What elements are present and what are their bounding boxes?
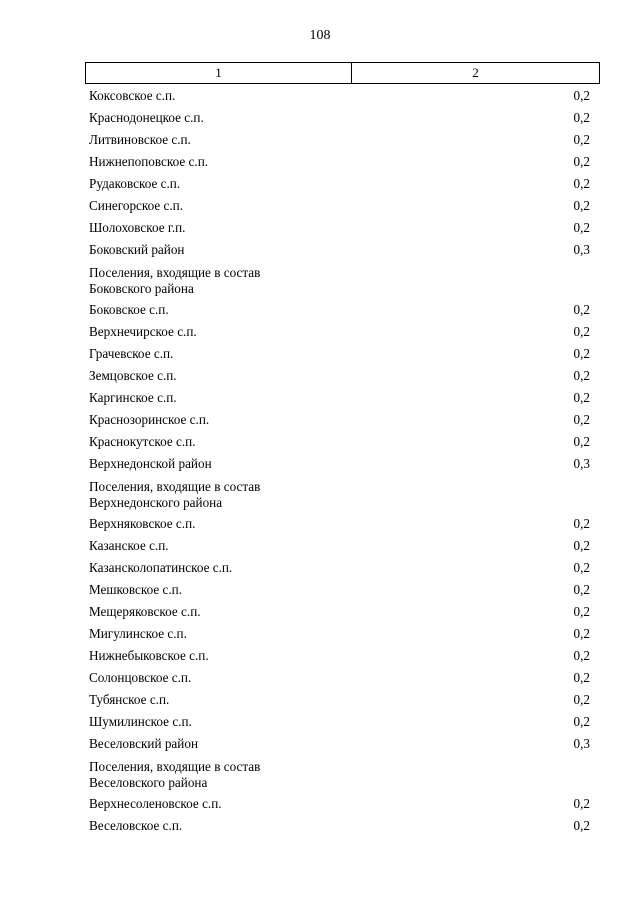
row-name: Поселения, входящие в состав Веселовского района xyxy=(89,759,261,790)
row-value: 0,2 xyxy=(573,110,590,125)
table-row xyxy=(85,454,590,476)
row-value: 0,2 xyxy=(573,818,590,833)
table-row xyxy=(85,624,590,646)
row-value: 0,2 xyxy=(573,796,590,811)
row-name: Мигулинское с.п. xyxy=(89,626,187,641)
table-row xyxy=(85,668,590,690)
row-name: Грачевское с.п. xyxy=(89,346,174,361)
row-name: Верхнесоленовское с.п. xyxy=(89,796,222,811)
row-name: Солонцовское с.п. xyxy=(89,670,192,685)
table-row xyxy=(85,816,590,838)
row-name: Казансколопатинское с.п. xyxy=(89,560,233,575)
table-row xyxy=(85,410,590,432)
table-row xyxy=(85,262,590,300)
row-name: Нижнепоповское с.п. xyxy=(89,154,209,169)
row-name: Краснодонецкое с.п. xyxy=(89,110,204,125)
row-name: Нижнебыковское с.п. xyxy=(89,648,209,663)
table-row xyxy=(85,388,590,410)
row-name: Шолоховское г.п. xyxy=(89,220,186,235)
row-value: 0,2 xyxy=(573,692,590,707)
table-row xyxy=(85,344,590,366)
row-value: 0,2 xyxy=(573,648,590,663)
row-value: 0,2 xyxy=(573,516,590,531)
table-body xyxy=(85,86,590,838)
table-row xyxy=(85,152,590,174)
table-row xyxy=(85,240,590,262)
table-row xyxy=(85,108,590,130)
row-name: Веселовское с.п. xyxy=(89,818,183,833)
row-name: Коксовское с.п. xyxy=(89,88,176,103)
row-value: 0,2 xyxy=(573,154,590,169)
row-name: Верхнедонской район xyxy=(89,456,212,471)
table-row xyxy=(85,432,590,454)
table-row xyxy=(85,514,590,536)
row-value: 0,2 xyxy=(573,626,590,641)
row-value: 0,2 xyxy=(573,176,590,191)
table-row xyxy=(85,174,590,196)
table-row xyxy=(85,300,590,322)
row-name: Боковское с.п. xyxy=(89,302,169,317)
row-value: 0,2 xyxy=(573,434,590,449)
table-row xyxy=(85,218,590,240)
row-value: 0,2 xyxy=(573,670,590,685)
table-row xyxy=(85,602,590,624)
row-value: 0,2 xyxy=(573,302,590,317)
row-name: Литвиновское с.п. xyxy=(89,132,191,147)
row-value: 0,3 xyxy=(573,242,590,257)
row-name: Поселения, входящие в состав Верхнедонского района xyxy=(89,479,261,510)
row-value: 0,3 xyxy=(573,736,590,751)
row-value: 0,2 xyxy=(573,368,590,383)
row-name: Казанское с.п. xyxy=(89,538,169,553)
table-header xyxy=(85,62,600,84)
row-value: 0,2 xyxy=(573,560,590,575)
row-value: 0,2 xyxy=(573,88,590,103)
row-name: Мешковское с.п. xyxy=(89,582,183,597)
table-row xyxy=(85,558,590,580)
row-value: 0,2 xyxy=(573,582,590,597)
table-row xyxy=(85,734,590,756)
row-value: 0,2 xyxy=(573,198,590,213)
row-name: Каргинское с.п. xyxy=(89,390,177,405)
column-header-1: 1 xyxy=(86,63,352,83)
table-row xyxy=(85,646,590,668)
table-row xyxy=(85,130,590,152)
table-row xyxy=(85,366,590,388)
table-row xyxy=(85,794,590,816)
table-row xyxy=(85,580,590,602)
row-name: Боковский район xyxy=(89,242,185,257)
row-value: 0,2 xyxy=(573,346,590,361)
row-name: Веселовский район xyxy=(89,736,198,751)
row-name: Рудаковское с.п. xyxy=(89,176,181,191)
column-header-2: 2 xyxy=(472,65,479,80)
table-row xyxy=(85,712,590,734)
row-value: 0,2 xyxy=(573,538,590,553)
row-name: Синегорское с.п. xyxy=(89,198,184,213)
row-value: 0,2 xyxy=(573,412,590,427)
row-name: Шумилинское с.п. xyxy=(89,714,192,729)
row-name: Краснозоринское с.п. xyxy=(89,412,210,427)
row-name: Краснокутское с.п. xyxy=(89,434,196,449)
table-row xyxy=(85,196,590,218)
row-value: 0,2 xyxy=(573,324,590,339)
row-value: 0,2 xyxy=(573,714,590,729)
table-row xyxy=(85,690,590,712)
row-value: 0,2 xyxy=(573,390,590,405)
page-number: 108 xyxy=(309,28,331,43)
table-row xyxy=(85,86,590,108)
row-name: Мещеряковское с.п. xyxy=(89,604,201,619)
row-value: 0,2 xyxy=(573,132,590,147)
row-value: 0,2 xyxy=(573,220,590,235)
row-name: Земцовское с.п. xyxy=(89,368,177,383)
table-row xyxy=(85,476,590,514)
row-name: Верхняковское с.п. xyxy=(89,516,196,531)
row-value: 0,2 xyxy=(573,604,590,619)
table-row xyxy=(85,536,590,558)
table-row xyxy=(85,322,590,344)
row-name: Верхнечирское с.п. xyxy=(89,324,197,339)
table-row xyxy=(85,756,590,794)
row-name: Поселения, входящие в состав Боковского района xyxy=(89,265,261,296)
row-name: Тубянское с.п. xyxy=(89,692,170,707)
row-value: 0,3 xyxy=(573,456,590,471)
